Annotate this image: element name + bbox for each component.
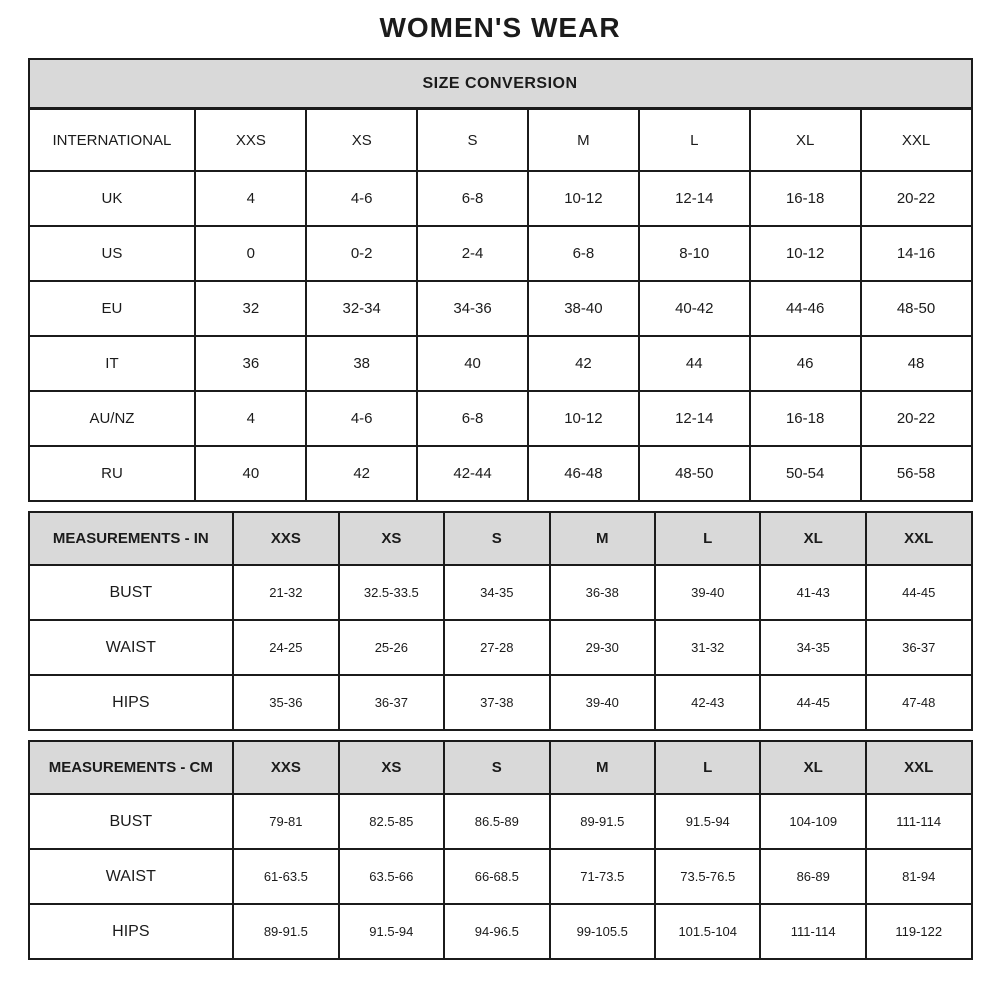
value-cell: 39-40 <box>550 675 655 730</box>
value-cell: 36-37 <box>866 620 972 675</box>
value-cell: 2-4 <box>417 226 528 281</box>
value-cell: 20-22 <box>861 171 972 226</box>
value-cell: 91.5-94 <box>339 904 444 959</box>
value-cell: 21-32 <box>233 565 338 620</box>
table-row <box>29 904 972 959</box>
value-cell: 36-37 <box>339 675 444 730</box>
size-conversion-header-row <box>29 109 972 172</box>
measurements-in-header-row <box>29 512 972 565</box>
value-cell: 36 <box>195 336 306 391</box>
measurements-cm-body <box>29 794 972 959</box>
value-cell: 34-35 <box>760 620 865 675</box>
size-column-header: L <box>655 741 760 794</box>
row-label: RU <box>29 446 196 501</box>
size-column-header: XS <box>339 741 444 794</box>
value-cell: 38 <box>306 336 417 391</box>
measurements-in-table <box>28 511 973 731</box>
value-cell: 46-48 <box>528 446 639 501</box>
table-row <box>29 281 972 336</box>
size-column-header: XL <box>760 741 865 794</box>
value-cell: 40-42 <box>639 281 750 336</box>
table-row <box>29 391 972 446</box>
size-column-header: XXL <box>861 109 972 172</box>
value-cell: 81-94 <box>866 849 972 904</box>
size-conversion-table <box>28 58 973 502</box>
value-cell: 44-45 <box>866 565 972 620</box>
value-cell: 24-25 <box>233 620 338 675</box>
row-label: US <box>29 226 196 281</box>
value-cell: 94-96.5 <box>444 904 549 959</box>
value-cell: 4-6 <box>306 171 417 226</box>
table-row <box>29 565 972 620</box>
value-cell: 86-89 <box>760 849 865 904</box>
value-cell: 12-14 <box>639 391 750 446</box>
value-cell: 16-18 <box>750 391 861 446</box>
value-cell: 29-30 <box>550 620 655 675</box>
value-cell: 6-8 <box>528 226 639 281</box>
size-conversion-banner: SIZE CONVERSION <box>29 59 972 109</box>
value-cell: 32-34 <box>306 281 417 336</box>
value-cell: 44 <box>639 336 750 391</box>
value-cell: 8-10 <box>639 226 750 281</box>
size-column-header: S <box>444 741 549 794</box>
value-cell: 42-44 <box>417 446 528 501</box>
value-cell: 16-18 <box>750 171 861 226</box>
value-cell: 89-91.5 <box>550 794 655 849</box>
value-cell: 48-50 <box>639 446 750 501</box>
value-cell: 0 <box>195 226 306 281</box>
value-cell: 86.5-89 <box>444 794 549 849</box>
row-label: BUST <box>29 565 234 620</box>
row-label: WAIST <box>29 849 234 904</box>
size-column-header: XXS <box>195 109 306 172</box>
value-cell: 38-40 <box>528 281 639 336</box>
row-label: IT <box>29 336 196 391</box>
value-cell: 79-81 <box>233 794 338 849</box>
value-cell: 46 <box>750 336 861 391</box>
value-cell: 99-105.5 <box>550 904 655 959</box>
value-cell: 40 <box>195 446 306 501</box>
value-cell: 39-40 <box>655 565 760 620</box>
row-label: AU/NZ <box>29 391 196 446</box>
value-cell: 4 <box>195 391 306 446</box>
table-row <box>29 226 972 281</box>
value-cell: 10-12 <box>528 171 639 226</box>
value-cell: 32.5-33.5 <box>339 565 444 620</box>
value-cell: 10-12 <box>750 226 861 281</box>
value-cell: 89-91.5 <box>233 904 338 959</box>
value-cell: 41-43 <box>760 565 865 620</box>
size-column-header: XL <box>750 109 861 172</box>
value-cell: 32 <box>195 281 306 336</box>
value-cell: 101.5-104 <box>655 904 760 959</box>
value-cell: 31-32 <box>655 620 760 675</box>
table-row <box>29 171 972 226</box>
row-label: UK <box>29 171 196 226</box>
size-conversion-body <box>29 171 972 501</box>
value-cell: 91.5-94 <box>655 794 760 849</box>
size-column-header: XXL <box>866 512 972 565</box>
value-cell: 20-22 <box>861 391 972 446</box>
value-cell: 34-36 <box>417 281 528 336</box>
size-column-header: XXS <box>233 741 338 794</box>
size-column-header: XS <box>306 109 417 172</box>
page-title: WOMEN'S WEAR <box>379 12 621 43</box>
row-header-cell: INTERNATIONAL <box>29 109 196 172</box>
value-cell: 6-8 <box>417 171 528 226</box>
value-cell: 42 <box>528 336 639 391</box>
size-column-header: M <box>528 109 639 172</box>
value-cell: 42 <box>306 446 417 501</box>
value-cell: 4 <box>195 171 306 226</box>
size-column-header: S <box>417 109 528 172</box>
value-cell: 73.5-76.5 <box>655 849 760 904</box>
value-cell: 48-50 <box>861 281 972 336</box>
size-column-header: S <box>444 512 549 565</box>
size-column-header: XS <box>339 512 444 565</box>
value-cell: 6-8 <box>417 391 528 446</box>
value-cell: 56-58 <box>861 446 972 501</box>
value-cell: 50-54 <box>750 446 861 501</box>
size-column-header: L <box>655 512 760 565</box>
table-row <box>29 675 972 730</box>
value-cell: 48 <box>861 336 972 391</box>
table-row <box>29 446 972 501</box>
value-cell: 44-45 <box>760 675 865 730</box>
value-cell: 36-38 <box>550 565 655 620</box>
table-row <box>29 794 972 849</box>
table-row <box>29 336 972 391</box>
value-cell: 42-43 <box>655 675 760 730</box>
size-column-header: XXS <box>233 512 338 565</box>
table-row <box>29 620 972 675</box>
value-cell: 61-63.5 <box>233 849 338 904</box>
measurements-cm-header-row <box>29 741 972 794</box>
row-label: HIPS <box>29 904 234 959</box>
value-cell: 27-28 <box>444 620 549 675</box>
value-cell: 37-38 <box>444 675 549 730</box>
row-header-cell: MEASUREMENTS - IN <box>29 512 234 565</box>
value-cell: 111-114 <box>760 904 865 959</box>
value-cell: 111-114 <box>866 794 972 849</box>
value-cell: 104-109 <box>760 794 865 849</box>
value-cell: 25-26 <box>339 620 444 675</box>
row-label: HIPS <box>29 675 234 730</box>
value-cell: 12-14 <box>639 171 750 226</box>
size-column-header: M <box>550 741 655 794</box>
value-cell: 47-48 <box>866 675 972 730</box>
size-column-header: L <box>639 109 750 172</box>
value-cell: 0-2 <box>306 226 417 281</box>
row-label: BUST <box>29 794 234 849</box>
row-label: WAIST <box>29 620 234 675</box>
value-cell: 119-122 <box>866 904 972 959</box>
value-cell: 82.5-85 <box>339 794 444 849</box>
value-cell: 66-68.5 <box>444 849 549 904</box>
value-cell: 34-35 <box>444 565 549 620</box>
row-header-cell: MEASUREMENTS - CM <box>29 741 234 794</box>
value-cell: 35-36 <box>233 675 338 730</box>
value-cell: 4-6 <box>306 391 417 446</box>
row-label: EU <box>29 281 196 336</box>
table-row <box>29 849 972 904</box>
value-cell: 71-73.5 <box>550 849 655 904</box>
value-cell: 10-12 <box>528 391 639 446</box>
size-column-header: XL <box>760 512 865 565</box>
value-cell: 40 <box>417 336 528 391</box>
size-column-header: M <box>550 512 655 565</box>
value-cell: 44-46 <box>750 281 861 336</box>
size-column-header: XXL <box>866 741 972 794</box>
size-conversion-banner-row <box>29 59 972 109</box>
measurements-in-body <box>29 565 972 730</box>
value-cell: 63.5-66 <box>339 849 444 904</box>
value-cell: 14-16 <box>861 226 972 281</box>
measurements-cm-table <box>28 740 973 960</box>
